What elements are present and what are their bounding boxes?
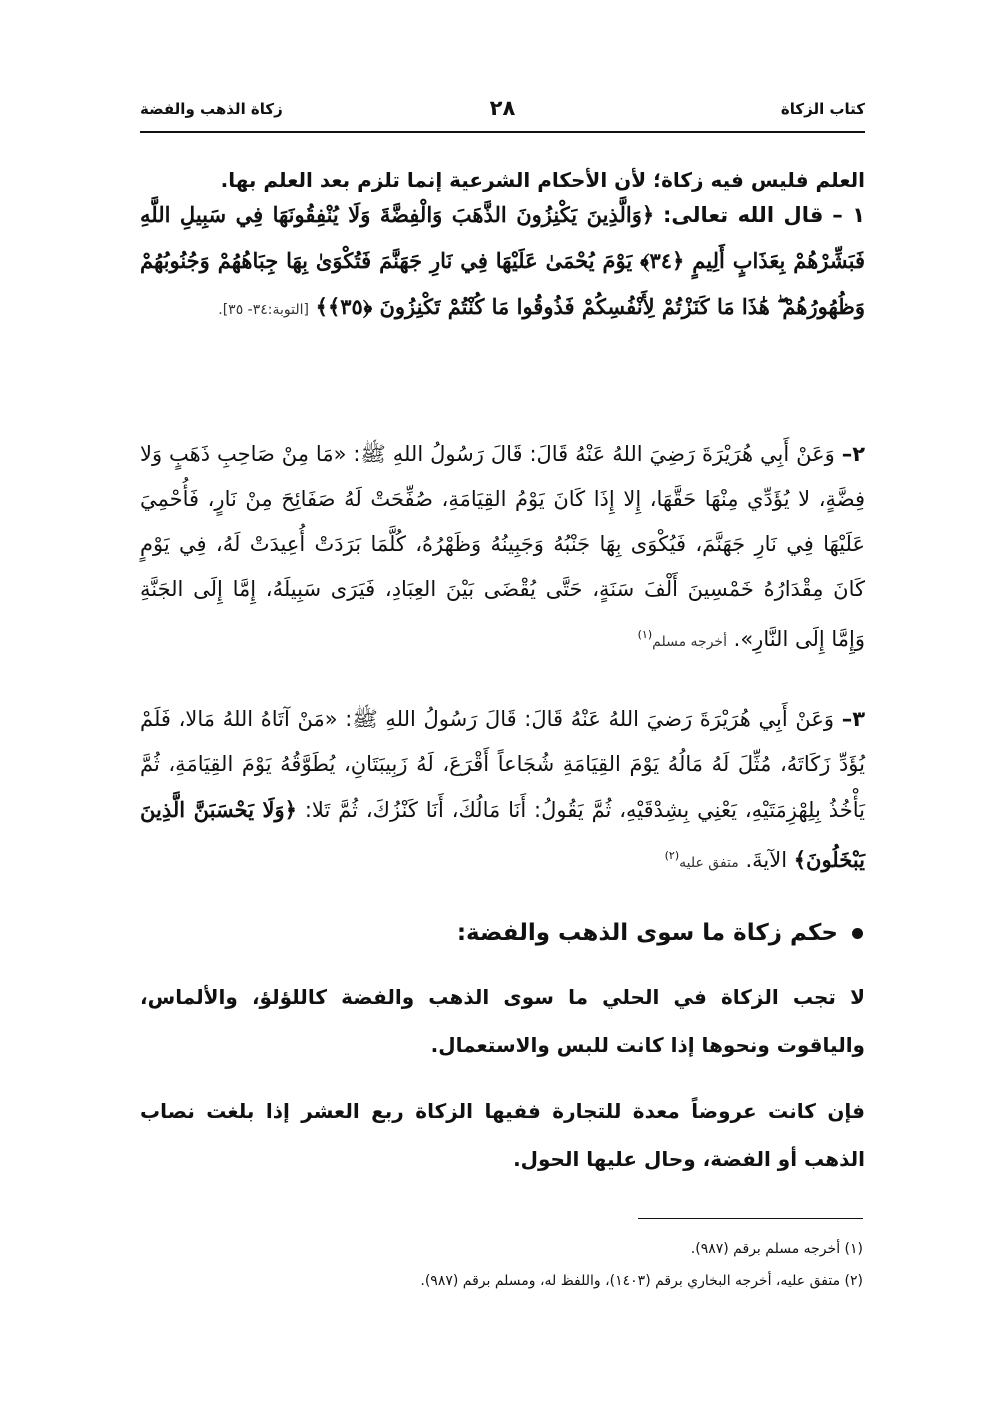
page-number: ٢٨ bbox=[489, 96, 516, 120]
header-chapter-title: زكاة الذهب والفضة bbox=[140, 100, 283, 118]
quran-verse: ﴿وَلَا يَحْسَبَنَّ الَّذِينَ يَبْخَلُونَ﴾ bbox=[140, 797, 865, 872]
footnote-mark: (٢) bbox=[664, 849, 680, 862]
section-paragraph-2: فإن كانت عروضاً معدة للتجارة ففيها الزكاة ربع العشر إذا بلغت نصاب الذهب أو الفضة، وحال عليها الحول. bbox=[140, 1099, 865, 1171]
item-lead: قال الله تعالى: bbox=[663, 203, 824, 227]
hadith-source: متفق عليه bbox=[679, 855, 739, 871]
intro-paragraph: العلم فليس فيه زكاة؛ لأن الأحكام الشرعية إنما تلزم بعد العلم بها. bbox=[220, 168, 865, 192]
footnote-divider bbox=[638, 1218, 863, 1219]
hadith-text: وَعَنْ أَبِي هُرَيْرَةَ رَضيَ اللهُ عَنْهُ قَالَ: قَالَ رَسُولُ اللهِ ﷺ: «مَنْ آتَاهُ اللهُ مَالا، فَلَمْ يُؤَدِّ زَكَاتَهُ، مُثِّلَ لَهُ مَالُهُ يَوْمَ القِيَامَةِ شُجَاعاً أَقْرَعَ، لَهُ زَبِيبَتَانِ، يُطَوَّقُهُ يَوْمَ القِيَامَةِ، ثُمَّ يَأْخُذُ بِلِهْزِمَتَيْهِ، يَعْنِي بِشِدْقَيْهِ، ثُمَّ يَقُولُ: أَنَا مَالُكَ، أَنَا كَنْزُكَ، ثُمَّ تَلا: bbox=[140, 707, 865, 822]
running-header bbox=[140, 96, 865, 128]
footnotes bbox=[138, 1233, 863, 1297]
section-paragraph-1: لا تجب الزكاة في الحلي ما سوى الذهب والفضة كاللؤلؤ، والألماس، والياقوت ونحوها إذا كانت للبس والاستعمال. bbox=[140, 985, 865, 1057]
bullet-icon bbox=[852, 928, 863, 939]
footnote-2: (٢) متفق عليه، أخرجه البخاري برقم (١٤٠٣)، واللفظ له، ومسلم برقم (٩٨٧). bbox=[420, 1273, 863, 1289]
list-item-2 bbox=[140, 432, 865, 665]
hadith-source: أخرجه مسلم bbox=[652, 634, 727, 650]
verse-reference: [التوبة:٣٤- ٣٥]. bbox=[218, 302, 309, 318]
list-item-3 bbox=[140, 697, 865, 886]
footnote-mark: (١) bbox=[637, 628, 653, 641]
section-heading-text: حكم زكاة ما سوى الذهب والفضة: bbox=[456, 920, 838, 946]
header-divider bbox=[140, 131, 865, 133]
item-number: ٣– bbox=[841, 707, 866, 731]
item-number: ١ – bbox=[832, 203, 866, 227]
quran-verse: ﴿وَالَّذِينَ يَكْنِزُونَ الذَّهَبَ وَالْفِضَّةَ وَلَا يُنْفِقُونَهَا فِي سَبِيلِ اللَّهِ فَبَشِّرْهُمْ بِعَذَابٍ أَلِيمٍ ﴿٣٤﴾ يَوْمَ يُحْمَىٰ عَلَيْهَا فِي نَارِ جَهَنَّمَ فَتُكْوَىٰ بِهَا جِبَاهُهُمْ وَجُنُوبُهُمْ وَظُهُورُهُمْ ۖ هَٰذَا مَا كَنَزْتُمْ لِأَنْفُسِكُمْ فَذُوقُوا مَا كُنْتُمْ تَكْنِزُونَ ﴿٣٥﴾﴾ bbox=[140, 202, 866, 319]
list-item-1 bbox=[140, 192, 865, 333]
footnote-1: (١) أخرجه مسلم برقم (٩٨٧). bbox=[690, 1241, 863, 1257]
item-number: ٢– bbox=[841, 442, 866, 466]
section-heading bbox=[457, 920, 863, 946]
header-book-title: كتاب الزكاة bbox=[780, 100, 865, 118]
hadith-text: وَعَنْ أَبِي هُرَيْرَةَ رَضِيَ اللهُ عَنْهُ قَالَ: قَالَ رَسُولُ اللهِ ﷺ: «مَا مِنْ صَاحِبِ ذَهَبٍ وَلا فِضَّةٍ، لا يُؤَدِّي مِنْهَا حَقَّهَا، إِلا إِذَا كَانَ يَوْمُ القِيَامَةِ، صُفِّحَتْ لَهُ صَفَائِحَ مِنْ نَارٍ، فَأُحْمِيَ عَلَيْهَا فِي نَارِ جَهَنَّمَ، فَيُكْوَى بِهَا جَنْبُهُ وَجَبِينُهُ وَظَهْرُهُ، كُلَّمَا بَرَدَتْ أُعِيدَتْ لَهُ، فِي يَوْمٍ كَانَ مِقْدَارُهُ خَمْسِينَ أَلْفَ سَنَةٍ، حَتَّى يُقْضَى بَيْنَ العِبَادِ، فَيَرَى سَبِيلَهُ، إِمَّا إِلَى الجَنَّةِ وَإِمَّا إِلَى النَّارِ». bbox=[140, 442, 865, 651]
hadith-text-end: الآيةَ. bbox=[745, 848, 788, 872]
